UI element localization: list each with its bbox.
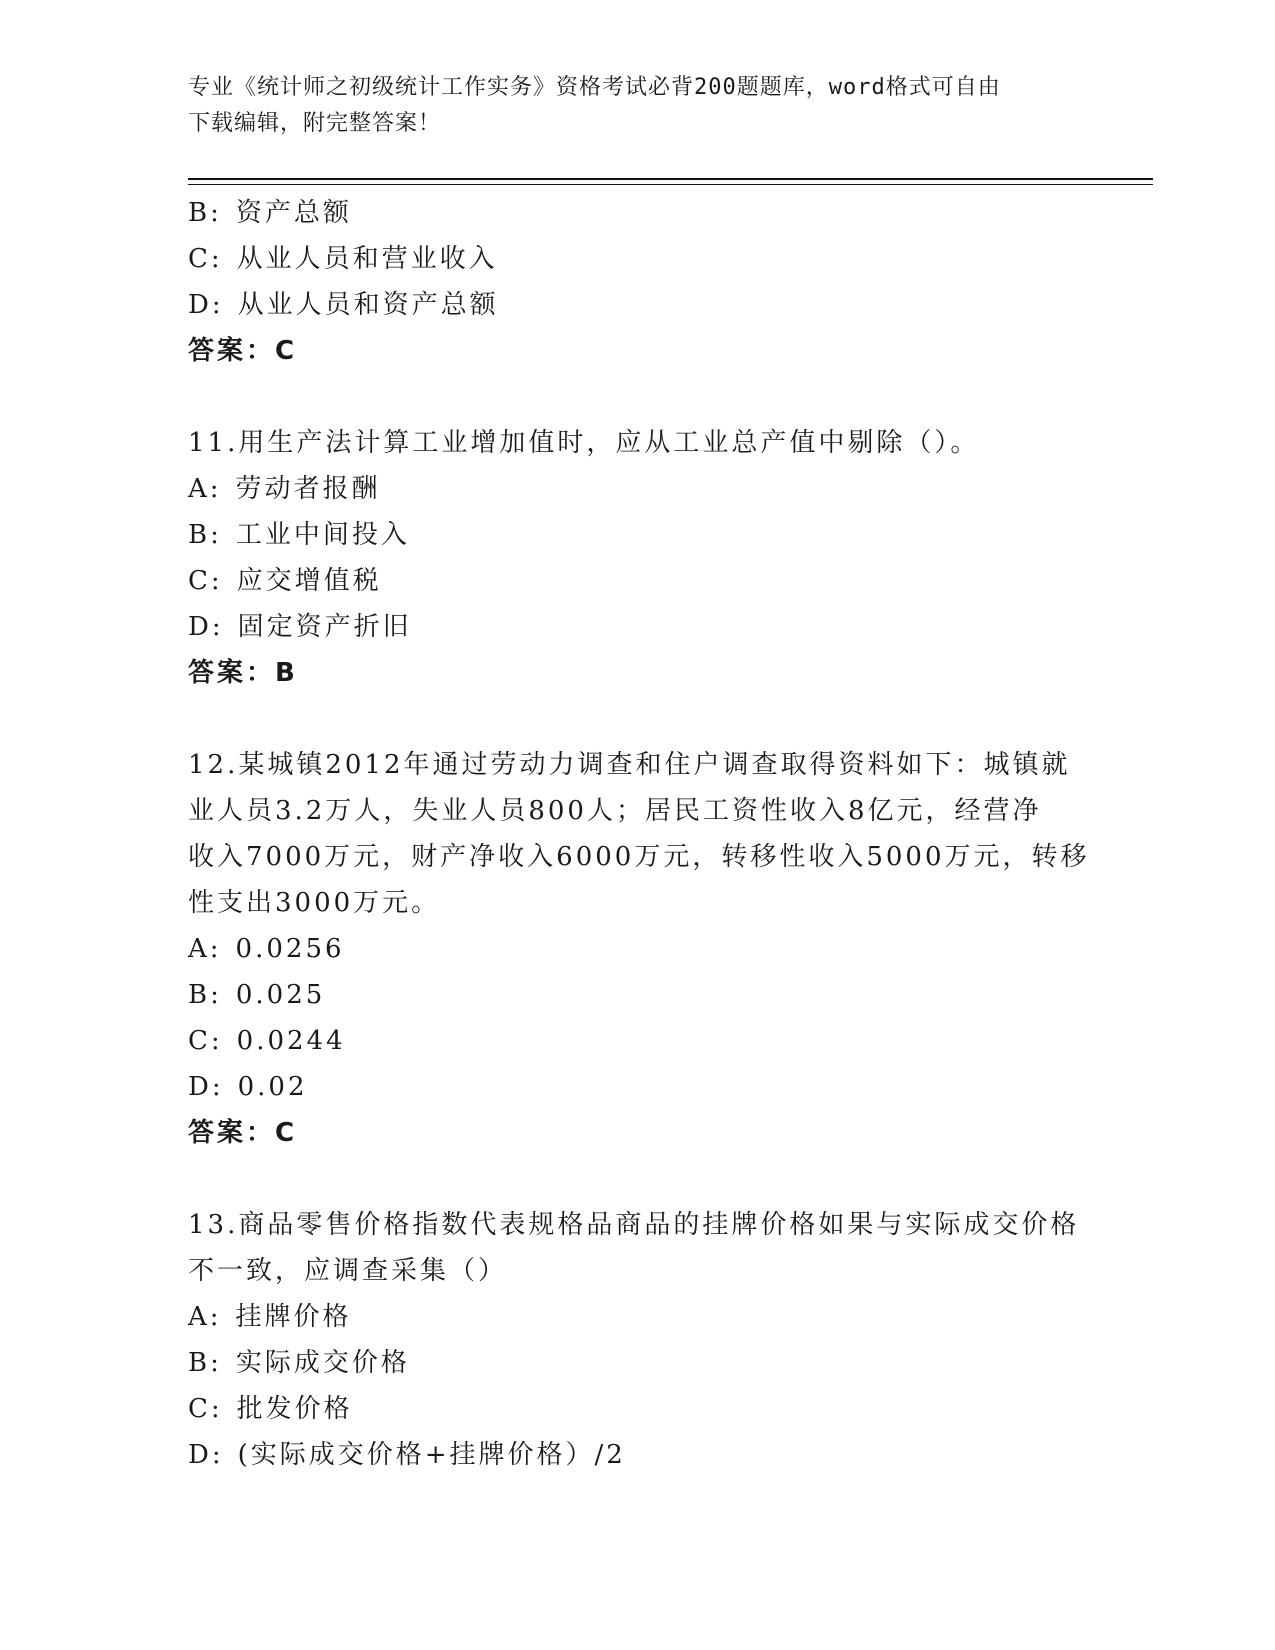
option-text: 资产总额: [235, 198, 352, 228]
question-stem: 13.商品零售价格指数代表规格品商品的挂牌价格如果与实际成交价格: [188, 1210, 1080, 1240]
option-row: [188, 558, 1078, 604]
header-divider-thick: [188, 178, 1153, 180]
option-key: B:: [188, 520, 222, 550]
question-stem: 12.某城镇2012年通过劳动力调查和住户调查取得资料如下：城镇就: [188, 750, 1071, 780]
option-text: 劳动者报酬: [235, 474, 381, 504]
option-row: [188, 1340, 1078, 1386]
option-text: 挂牌价格: [235, 1302, 352, 1332]
answer-line: 答案：C: [188, 1118, 298, 1148]
option-key: D:: [188, 290, 224, 320]
option-row: [188, 282, 1078, 328]
option-key: A:: [188, 934, 222, 964]
option-text: 批发价格: [236, 1394, 353, 1424]
option-text: 0.02: [237, 1072, 308, 1102]
question-list: [188, 190, 1090, 1478]
option-row: [188, 1064, 1078, 1110]
spacer: [188, 1156, 1078, 1202]
option-key: D:: [188, 1072, 224, 1102]
option-key: D:: [188, 1440, 224, 1470]
question-stem: 收入7000万元，财产净收入6000万元，转移性收入5000万元，转移: [188, 842, 1090, 872]
option-row: [188, 1432, 1078, 1478]
option-row: [188, 972, 1078, 1018]
question-stem: 11.用生产法计算工业增加值时，应从工业总产值中剔除（）。: [188, 428, 980, 458]
option-key: B:: [188, 198, 222, 228]
option-key: B:: [188, 980, 222, 1010]
option-key: C:: [188, 566, 223, 596]
option-row: [188, 190, 1078, 236]
option-key: A:: [188, 1302, 222, 1332]
option-text: 固定资产折旧: [237, 612, 412, 642]
option-key: D:: [188, 612, 224, 642]
header-divider-thin: [188, 184, 1153, 185]
option-row: [188, 466, 1078, 512]
option-row: [188, 926, 1078, 972]
header-line-2: 下载编辑，附完整答案！: [188, 111, 442, 136]
spacer: [188, 696, 1078, 742]
question-stem: 不一致，应调查采集（）: [188, 1256, 508, 1286]
option-key: C:: [188, 1394, 223, 1424]
option-key: B:: [188, 1348, 222, 1378]
answer-line: 答案：C: [188, 336, 298, 366]
option-text: 工业中间投入: [235, 520, 410, 550]
question-stem: 业人员3.2万人，失业人员800人；居民工资性收入8亿元，经营净: [188, 796, 1042, 826]
option-text: 应交增值税: [236, 566, 382, 596]
option-row: [188, 1386, 1078, 1432]
option-text: 0.0244: [236, 1026, 346, 1056]
option-text: 0.025: [235, 980, 326, 1010]
option-key: A:: [188, 474, 222, 504]
option-row: [188, 604, 1078, 650]
spacer: [188, 374, 1078, 420]
option-row: [188, 1018, 1078, 1064]
option-text: 0.0256: [235, 934, 345, 964]
option-row: [188, 1294, 1078, 1340]
question-13: [188, 1202, 1078, 1478]
option-text: (实际成交价格+挂牌价格）/2: [237, 1440, 626, 1470]
document-header: [188, 70, 1078, 142]
option-text: 从业人员和资产总额: [237, 290, 499, 320]
question-10: [188, 190, 1078, 374]
option-row: [188, 236, 1078, 282]
question-stem: 性支出3000万元。: [188, 888, 441, 918]
option-row: [188, 512, 1078, 558]
question-12: [188, 742, 1090, 1156]
answer-line: 答案：B: [188, 658, 298, 688]
option-key: C:: [188, 244, 223, 274]
option-key: C:: [188, 1026, 223, 1056]
option-text: 实际成交价格: [235, 1348, 410, 1378]
question-11: [188, 420, 1078, 696]
option-text: 从业人员和营业收入: [236, 244, 498, 274]
header-line-1: 专业《统计师之初级统计工作实务》资格考试必背200题题库，word格式可自由: [188, 75, 1001, 100]
